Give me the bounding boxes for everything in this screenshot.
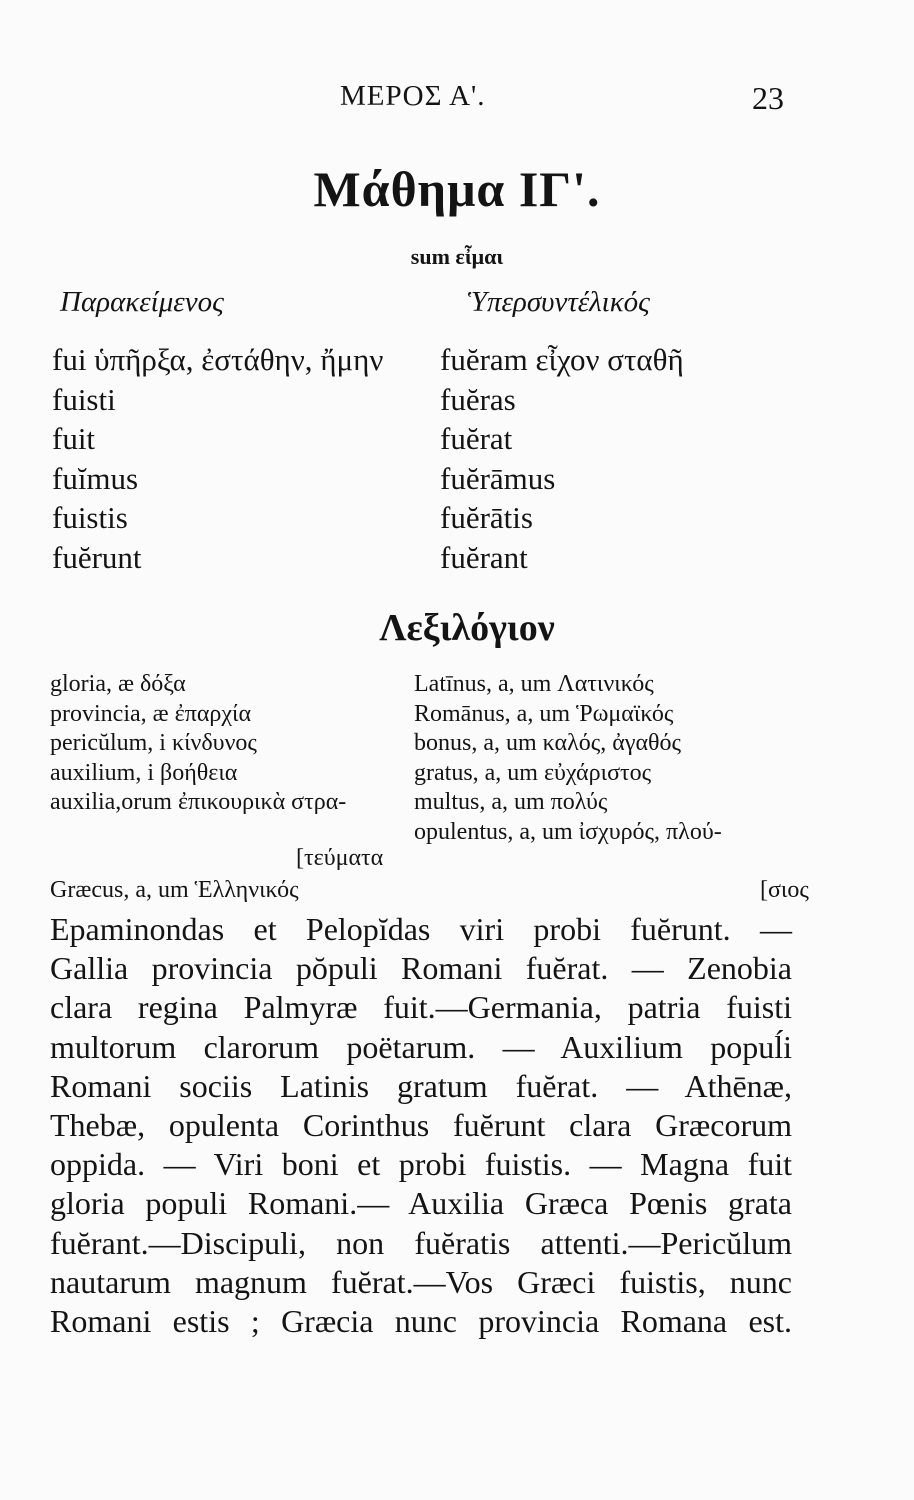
passage-line: Thebæ, opulenta Corinthus fuĕrunt clara Græcorum <box>50 1106 792 1143</box>
passage-line: fuĕrant.—Discipuli, non fuĕratis attenti.—Pericŭlum <box>50 1224 792 1261</box>
vocabulary-entry: opulentus, a, um ἰσχυρός, πλού- <box>414 818 722 845</box>
passage-line: Romani sociis Latinis gratum fuĕrat. — Athēnæ, <box>50 1067 792 1104</box>
vocabulary-entry: pericŭlum, i κίνδυνος <box>50 730 257 756</box>
vocabulary-right-column <box>414 670 722 847</box>
conjugation-row: fuĭmus <box>52 460 139 496</box>
vocabulary-entry: Romānus, a, um Ῥωμαϊκός <box>414 700 674 727</box>
lesson-subtitle: sum εἶμαι <box>410 244 504 269</box>
vocabulary-right-continuation: [σιος <box>760 877 809 903</box>
passage-line: gloria populi Romani.— Auxilia Græca Pœnis grata <box>50 1185 792 1222</box>
passage-line: Epaminondas et Pelopĭdas viri probi fuĕrunt. — <box>50 911 792 947</box>
vocabulary-title: Λεξιλόγιον <box>379 607 555 649</box>
conjugation-row: fuĕras <box>440 381 516 417</box>
vocabulary-entry: multus, a, um πολύς <box>414 789 608 815</box>
vocabulary-entry: provincia, æ ἐπαρχία <box>50 700 252 727</box>
reading-passage <box>50 910 792 1341</box>
conjugation-row: fuit <box>52 421 96 456</box>
conjugation-row: fuĕrātis <box>440 500 533 535</box>
passage-line: multorum clarorum poëtarum. — Auxilium popuĺi <box>50 1028 792 1065</box>
conjugation-left-heading: Παρακείμενος <box>60 286 224 318</box>
conjugation-row: fuĕrat <box>440 421 513 456</box>
vocabulary-entry: Latīnus, a, um Λατινικός <box>414 671 654 697</box>
running-head: ΜΕΡΟΣ Α'. <box>340 80 486 112</box>
conjugation-row: fuĕram εἶχον σταθῆ <box>440 342 684 377</box>
passage-line: oppida. — Viri boni et probi fuistis. — Magna fuit <box>50 1146 792 1183</box>
conjugation-row: fuĕrunt <box>52 539 142 575</box>
vocabulary-entry: auxilia,orum ἐπικουρικὰ στρα- <box>50 789 347 815</box>
vocabulary-left-continuation: [τεύματα <box>296 845 384 871</box>
conjugation-right-column <box>440 340 684 577</box>
conjugation-row: fuĕrāmus <box>440 460 556 496</box>
conjugation-row: fui ὑπῆρξα, ἐστάθην, ἤμην <box>52 342 384 377</box>
vocabulary-entry: gloria, æ δόξα <box>50 671 186 697</box>
passage-line: nautarum magnum fuĕrat.—Vos Græci fuistis, nunc <box>50 1263 792 1300</box>
passage-line: Romani estis ; Græcia nunc provincia Romana est. <box>50 1302 792 1339</box>
passage-line: Gallia provincia pŏpuli Romani fuĕrat. — Zenobia <box>50 950 792 987</box>
vocabulary-entry-last: Græcus, a, um Ἑλληνικός <box>50 877 299 903</box>
conjugation-row: fuĕrant <box>440 539 528 575</box>
passage-line: clara regina Palmyræ fuit.—Germania, patria fuisti <box>50 989 792 1026</box>
vocabulary-entry: bonus, a, um καλός, ἀγαθός <box>414 730 682 756</box>
vocabulary-entry: gratus, a, um εὐχάριστος <box>414 759 652 786</box>
page-number: 23 <box>752 80 784 116</box>
conjugation-row: fuistis <box>52 500 128 535</box>
vocabulary-left-column <box>50 670 346 818</box>
vocabulary-entry: auxilium, i βοήθεια <box>50 759 238 786</box>
lesson-title: Μάθημα ΙΓ'. <box>313 161 601 217</box>
conjugation-left-column <box>52 340 383 577</box>
conjugation-row: fuisti <box>52 381 116 417</box>
conjugation-right-heading: Ὑπερσυντέλικός <box>468 286 650 318</box>
